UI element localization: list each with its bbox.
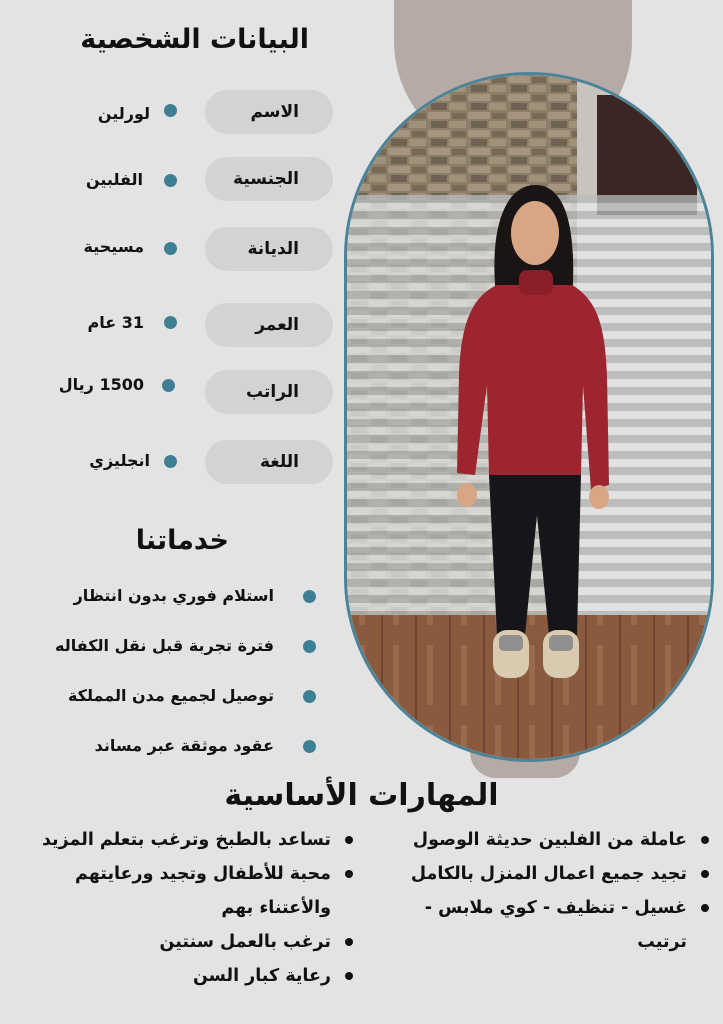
label-name: الاسم (205, 90, 333, 134)
skills-list-right (370, 823, 713, 959)
bullet-dot (164, 174, 177, 187)
label-age: العمر (205, 303, 333, 347)
service-item: توصيل لجميع مدن المملكة (67, 686, 274, 705)
bullet-dot (303, 740, 316, 753)
skill-item-continued: ترتيب (637, 932, 687, 952)
skill-item: رعاية كبار السن (0, 959, 357, 993)
bullet-dot (164, 242, 177, 255)
bullet-dot (303, 590, 316, 603)
bullet-dot (162, 379, 175, 392)
service-item: عقود موثقة عبر مساند (94, 736, 274, 755)
value-language: انجليزي (89, 451, 150, 470)
skill-item: ترغب بالعمل سنتين (0, 925, 357, 959)
value-nationality: الفلبين (86, 170, 143, 189)
bullet-dot (164, 455, 177, 468)
bullet-dot (164, 104, 177, 117)
skills-list-left (0, 823, 357, 993)
skill-item: غسيل - تنظيف - كوي ملابس - (370, 891, 713, 925)
skills-heading: المهارات الأساسية (224, 778, 499, 813)
label-salary: الراتب (205, 370, 333, 414)
service-item: فترة تجربة قبل نقل الكفاله (54, 636, 274, 655)
services-heading: خدماتنا (135, 525, 229, 556)
skill-item: تجيد جميع اعمال المنزل بالكامل (370, 857, 713, 891)
value-name: لورلين (97, 104, 150, 123)
service-item: استلام فوري بدون انتظار (73, 586, 274, 605)
skill-item-continued: والأعتناء بهم (221, 898, 331, 918)
skill-item: محبة للأطفال وتجيد ورعايتهم (0, 857, 357, 891)
label-nationality: الجنسية (205, 157, 333, 201)
bullet-dot (303, 690, 316, 703)
value-age: 31 عام (87, 313, 144, 332)
bullet-dot (303, 640, 316, 653)
photo-illustration (347, 75, 711, 759)
skill-item: تساعد بالطبخ وترغب بتعلم المزيد (0, 823, 357, 857)
worker-photo (344, 72, 714, 762)
label-religion: الديانة (205, 227, 333, 271)
value-salary: 1500 ريال (58, 375, 144, 394)
bullet-dot (164, 316, 177, 329)
skill-item: عاملة من الفلبين حديثة الوصول (370, 823, 713, 857)
personal-info-heading: البيانات الشخصية (80, 24, 309, 55)
label-language: اللغة (205, 440, 333, 484)
value-religion: مسيحية (83, 237, 144, 256)
